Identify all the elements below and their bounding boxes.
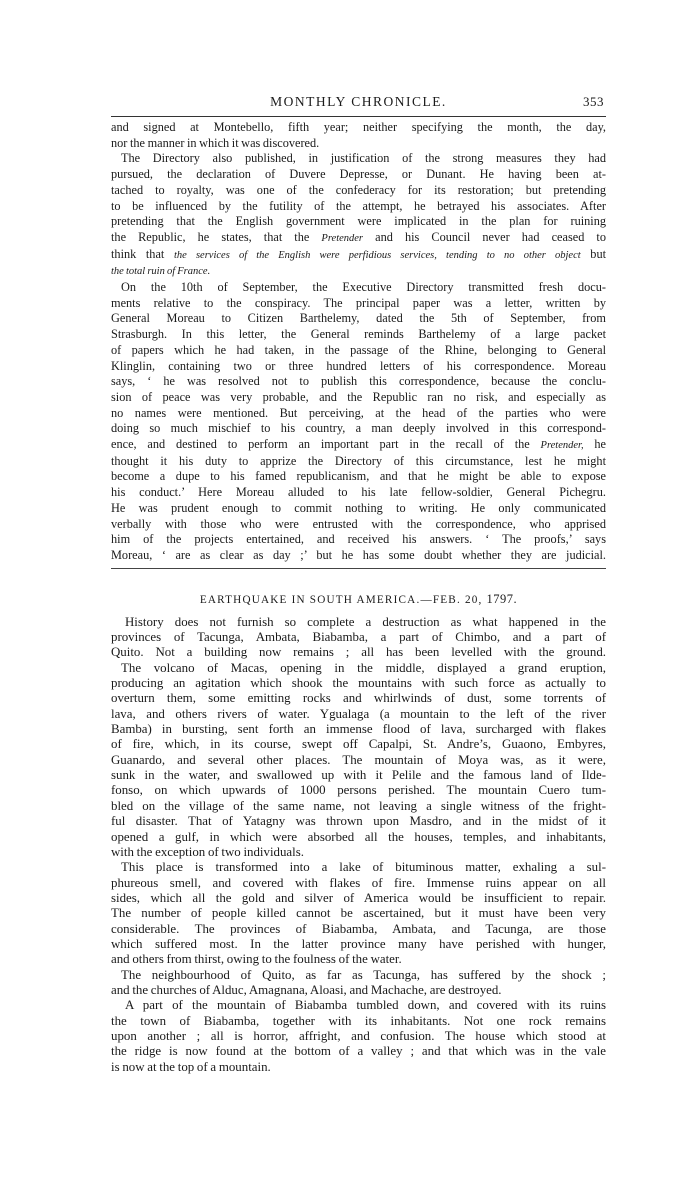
text-line: is now at the top of a mountain. [111, 1059, 271, 1074]
text-line: The volcano of Macas, opening in the middle, displayed a grand eruption, [121, 660, 606, 675]
heading-text: EARTHQUAKE IN SOUTH AMERICA.—FEB. 20, [199, 593, 483, 606]
text-line: overturn them, some emitting rocks and whirlwinds of dust, some torrents of [111, 691, 606, 706]
text-line: He was prudent enough to commit nothing to writing. He only communicated [111, 500, 606, 515]
text-line: ments relative to the conspiracy. The principal paper was a letter, written by [111, 295, 606, 310]
text-line: of fire, which, in its course, swept off Capalpi, St. Andre’s, Guaono, Embyres, [111, 737, 606, 752]
text-line: and the churches of Alduc, Amagnana, Aloasi, and Machache, are destroyed. [111, 982, 502, 997]
text-line: the ridge is now found at the bottom of a valley ; and that which was in the vale [111, 1044, 606, 1059]
text-line: bled on the village of the same name, not leaving a single witness of the fright- [111, 798, 606, 813]
text-line: fonso, on which upwards of 1000 persons perished. The mountain Cuero tum- [111, 783, 606, 798]
text-line: and signed at Montebello, fifth year; neither specifying the month, the day, [111, 120, 606, 134]
text-run: he [594, 437, 606, 452]
text-line: nor the manner in which it was discovered. [111, 135, 320, 150]
section-earthquake [111, 615, 606, 1075]
text-line: of papers which he had taken, in the passage of the Rhine, belonging to General [111, 342, 606, 357]
text-line: doing so much mischief to his country, a man deeply involved in this correspond- [111, 421, 606, 436]
text-line: to be influenced by the futility of the attempt, he betrayed his associates. After [111, 198, 606, 213]
text-line: On the 10th of September, the Executive Directory transmitted fresh docu- [121, 280, 606, 295]
text-line [111, 230, 606, 247]
text-line: This place is transformed into a lake of bituminous matter, exhaling a sul- [121, 860, 606, 875]
text-line: Strasburgh. In this letter, the General reminds Barthelemy of a large packet [111, 327, 606, 342]
section-conspiracy [111, 120, 606, 564]
text-line: Guanardo, and several other places. The mountain of Moya was, as it were, [111, 752, 606, 767]
running-head [111, 92, 606, 114]
text-line [111, 247, 606, 264]
italic-run: the total ruin of France. [111, 266, 211, 278]
text-line: which suffered most. In the latter province many have perished with hunger, [111, 936, 606, 951]
running-title: MONTHLY CHRONICLE. [270, 94, 447, 109]
text-line: him of the projects entertained, and received his answers. ‘ The proofs,’ says [111, 532, 606, 547]
text-line: tached to royalty, was one of the confederacy for its restoration; but pretending [111, 182, 606, 197]
text-line: Klinglin, containing two or three hundred letters of his correspondence. Moreau [111, 358, 606, 373]
section-divider [111, 568, 606, 569]
text-line: says, ‘ he was resolved not to publish this correspondence, because the conclu- [111, 374, 606, 389]
text-line: no names were mentioned. But perceiving, at the head of the parties who were [111, 405, 606, 420]
header-rule [111, 116, 606, 117]
text-line: with the exception of two individuals. [111, 844, 304, 859]
text-line: phureous smell, and covered with flakes of fire. Immense ruins appear on all [111, 875, 606, 890]
text-line: sunk in the water, and swallowed up with it Pelile and the famous land of Ilde- [111, 768, 606, 783]
text-run: ence, and destined to perform an important part in the recall of the [111, 437, 530, 452]
heading-year: 1797. [486, 591, 518, 606]
italic-run: Pretender [321, 232, 364, 244]
text-line: lava, and others rivers of water. Ygualaga (a mountain to the left of the river [111, 706, 606, 721]
page-number: 353 [583, 94, 604, 109]
text-run: and his Council never had ceased to [375, 229, 606, 244]
text-line: sion of peace was very probable, and the Republic ran no risk, and especially as [111, 389, 606, 404]
text-line [111, 437, 606, 454]
text-line: opened a gulf, in which were absorbed all the houses, temples, and inhabitants, [111, 829, 606, 844]
text-line: History does not furnish so complete a destruction as what happened in the [125, 614, 606, 629]
text-line: considerable. The provinces of Biabamba, Ambata, and Tacunga, are those [111, 921, 606, 936]
text-run: think that [111, 246, 165, 261]
text-line: verbally with those who were entrusted with the correspondence, who apprised [111, 516, 606, 531]
text-run: the Republic, he states, that the [111, 229, 310, 244]
italic-run: Pretender, [540, 440, 584, 452]
text-line: producing an agitation which shook the mountains with such force as actually to [111, 676, 606, 691]
text-line: Moreau, ‘ are as clear as day ;’ but he has some doubt whether they are judicial. [111, 547, 606, 562]
text-line: Bamba) in bursting, sent forth an immense flood of lava, surcharged with flakes [111, 722, 606, 737]
text-line: The neighbourhood of Quito, as far as Tacunga, has suffered by the shock ; [121, 967, 606, 982]
text-line: Quito. Not a building now remains ; all has been levelled with the ground. [111, 645, 606, 660]
text-line: The Directory also published, in justification of the strong measures they had [121, 151, 606, 166]
section-heading [111, 592, 606, 607]
italic-run: the services of the English were perfidious services, tending to no other object [173, 249, 581, 261]
text-line: upon another ; all is horror, affright, and confusion. The house which stood at [111, 1028, 606, 1043]
text-line: The number of people killed cannot be ascertained, but it must have been very [111, 906, 606, 921]
text-line: ful disaster. That of Yatagny was thrown upon Masdro, and in the midst of it [111, 814, 606, 829]
text-line: pretending that the English government were implicated in the plan for ruining [111, 214, 606, 229]
text-line: thought it his duty to apprize the Directory of this circumstance, lest he might [111, 453, 606, 468]
text-line: become a dupe to his famed republicanism, and that he might be able to expose [111, 469, 606, 484]
text-line: the town of Biabamba, together with its inhabitants. Not one rock remains [111, 1013, 606, 1028]
text-line: sides, which all the gold and silver of America would be insufficient to repair. [111, 890, 606, 905]
text-line: his conduct.’ Here Moreau alluded to his late fellow-soldier, General Pichegru. [111, 485, 606, 500]
text-line: pursued, the declaration of Duvere Depresse, or Dunant. He having been at- [111, 167, 606, 182]
text-line: General Moreau to Citizen Barthelemy, dated the 5th of September, from [111, 311, 606, 326]
text-line: provinces of Tacunga, Ambata, Biabamba, a part of Chimbo, and a part of [111, 630, 606, 645]
text-line [111, 263, 606, 280]
text-line: A part of the mountain of Biabamba tumbled down, and covered with its ruins [125, 998, 606, 1013]
text-run: but [590, 246, 607, 261]
text-line: and others from thirst, owing to the foulness of the water. [111, 952, 402, 967]
